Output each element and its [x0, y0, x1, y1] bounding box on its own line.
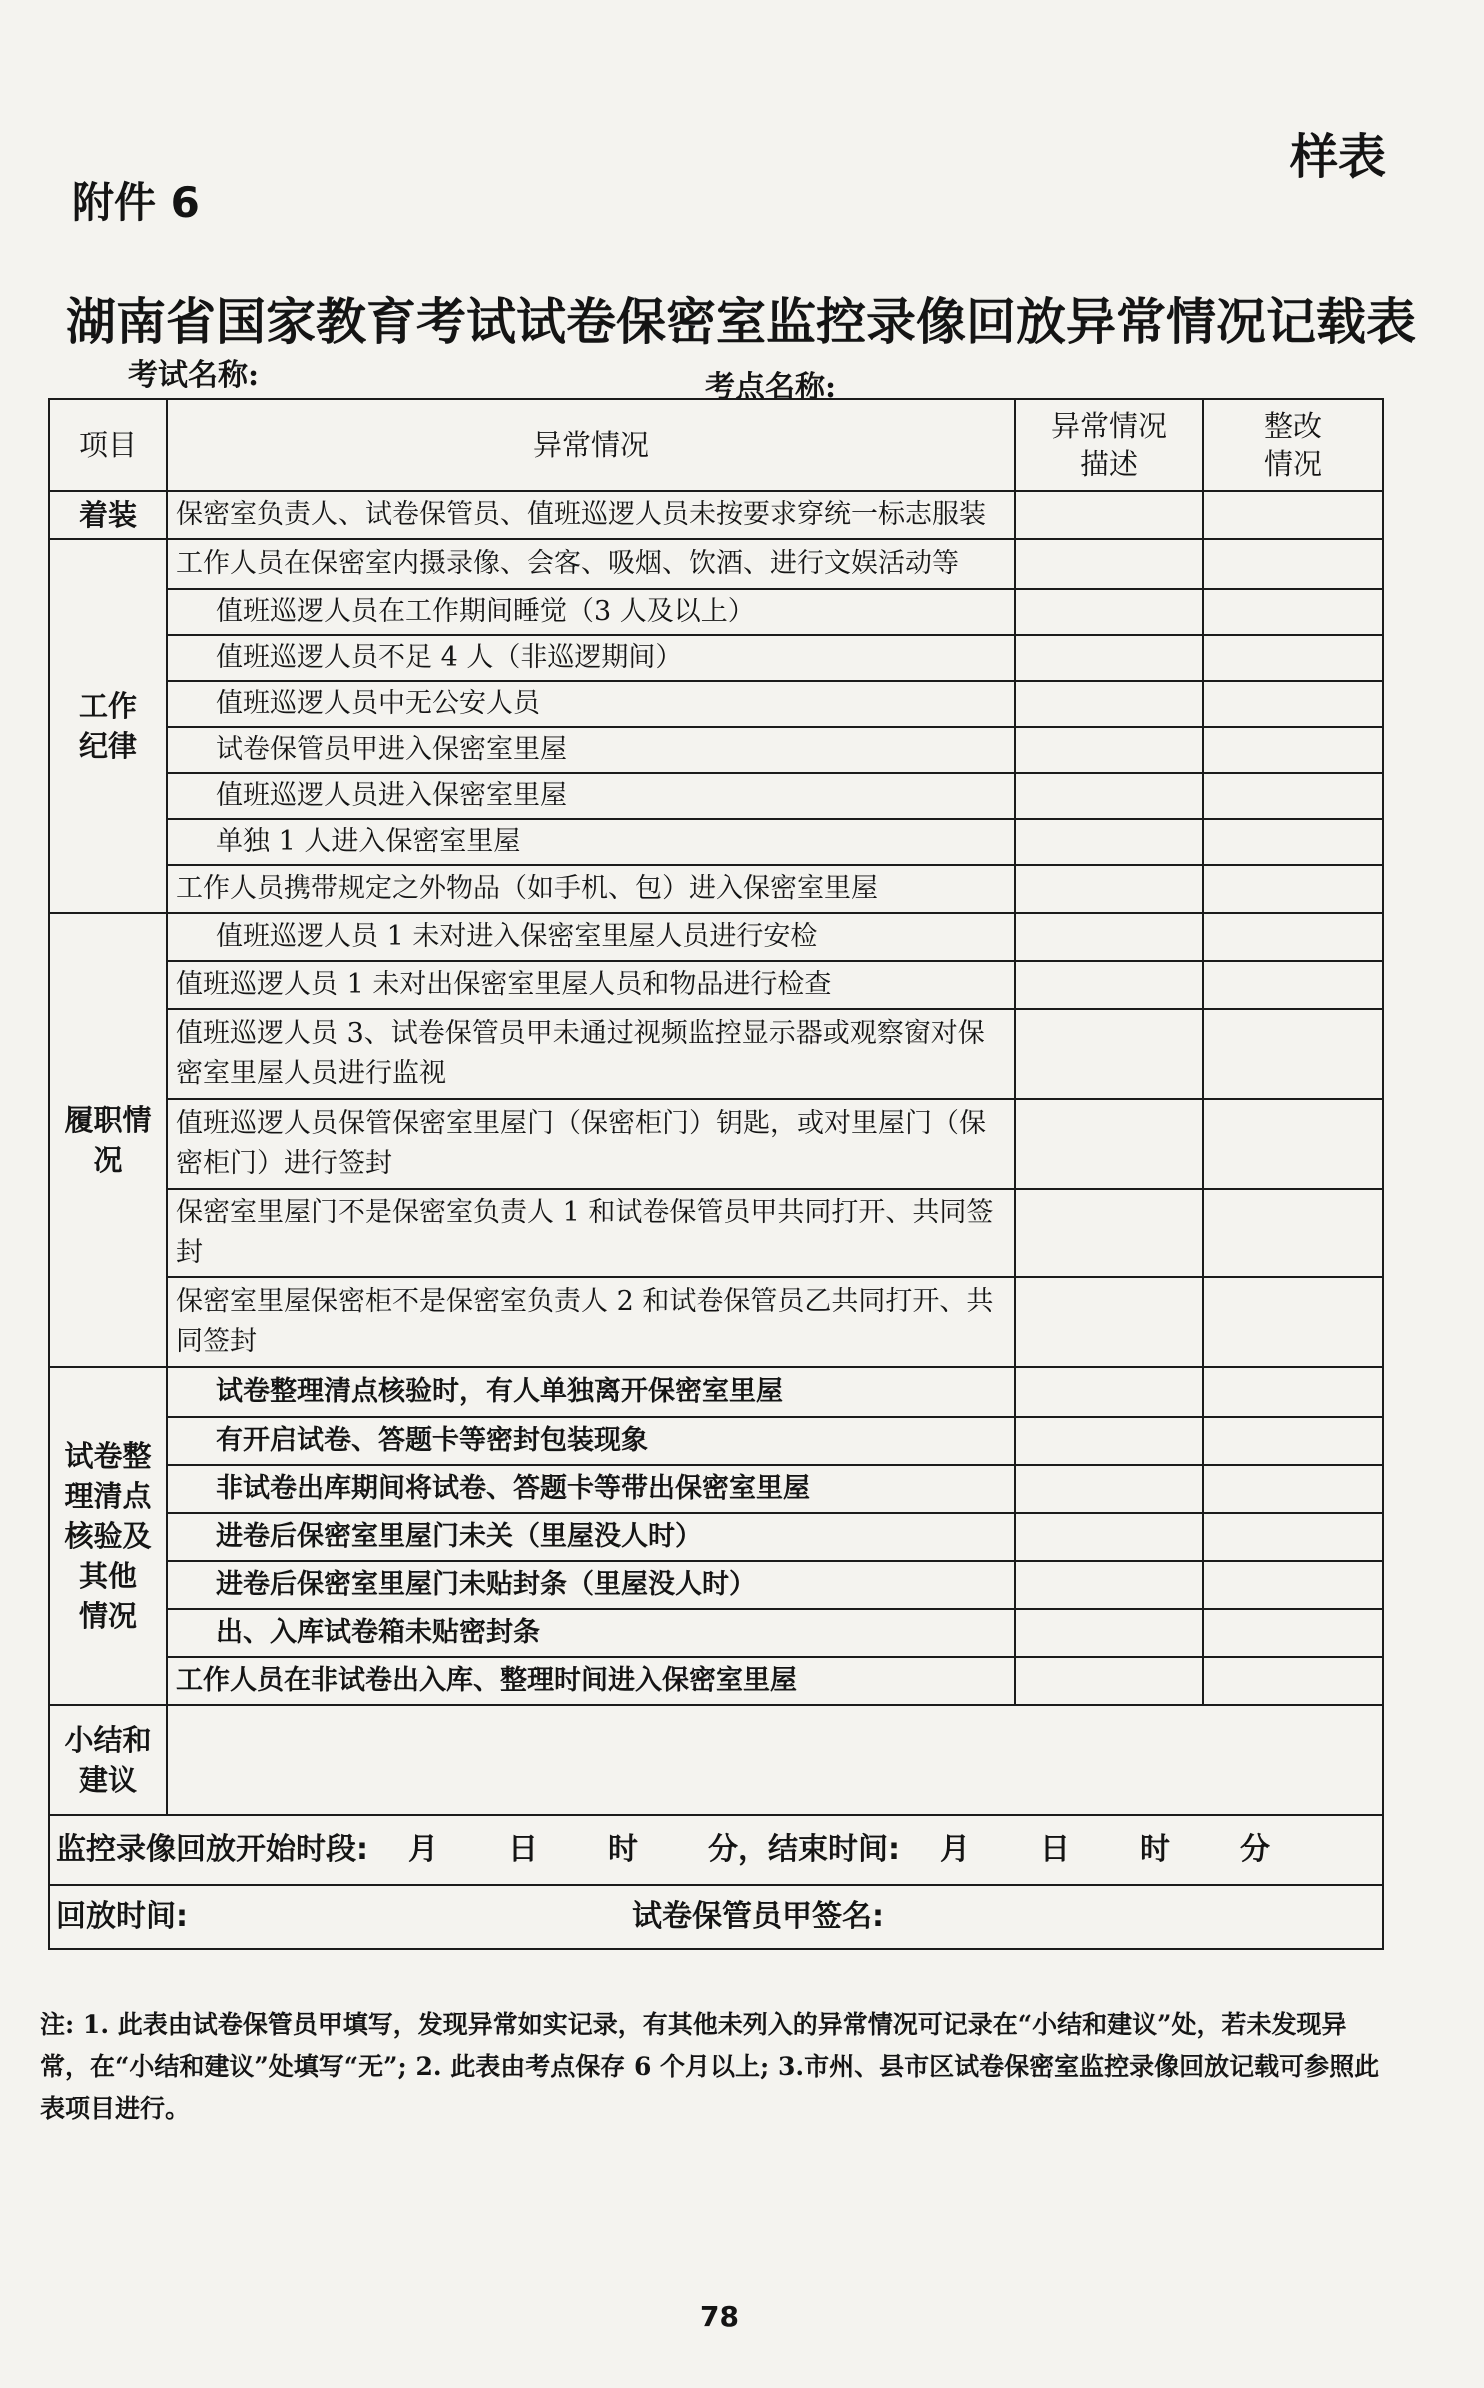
- anomaly-item: 值班巡逻人员在工作期间睡觉（3 人及以上）: [167, 589, 1015, 635]
- anomaly-item: 非试卷出库期间将试卷、答题卡等带出保密室里屋: [167, 1465, 1015, 1513]
- description-cell[interactable]: [1015, 1609, 1203, 1657]
- category-dress: 着装: [49, 491, 167, 539]
- description-cell[interactable]: [1015, 1465, 1203, 1513]
- description-cell[interactable]: [1015, 1561, 1203, 1609]
- description-cell[interactable]: [1015, 819, 1203, 865]
- description-cell[interactable]: [1015, 1417, 1203, 1465]
- anomaly-item: 出、入库试卷箱未贴密封条: [167, 1609, 1015, 1657]
- description-cell[interactable]: [1015, 727, 1203, 773]
- summary-input-area[interactable]: [167, 1705, 1383, 1815]
- anomaly-item: 工作人员在非试卷出入库、整理时间进入保密室里屋: [167, 1657, 1015, 1705]
- anomaly-item: 工作人员在保密室内摄录像、会客、吸烟、饮酒、进行文娱活动等: [167, 539, 1015, 589]
- table-row: [49, 773, 1383, 819]
- rectification-cell[interactable]: [1203, 1189, 1383, 1277]
- start-minute: 分: [708, 1832, 738, 1867]
- anomaly-item: 保密室里屋保密柜不是保密室负责人 2 和试卷保管员乙共同打开、共同签封: [167, 1277, 1015, 1367]
- table-row: [49, 1561, 1383, 1609]
- table-row: [49, 1609, 1383, 1657]
- site-name-label: 考点名称:: [705, 370, 837, 405]
- category-line: 理清点: [64, 1479, 152, 1513]
- footnote: 注: 1. 此表由试卷保管员甲填写，发现异常如实记录，有其他未列入的异常情况可记录在“小结和建议”处，若未发现异常，在“小结和建议”处填写“无”; 2. 此表由考点保存 6 个月以上; 3.市州、县市区试卷保密室监控录像回放记载可参照此表项目进行。: [40, 2010, 1380, 2123]
- anomaly-item: 单独 1 人进入保密室里屋: [167, 819, 1015, 865]
- anomaly-item: 工作人员携带规定之外物品（如手机、包）进入保密室里屋: [167, 865, 1015, 913]
- rectification-cell[interactable]: [1203, 539, 1383, 589]
- table-row: [49, 913, 1383, 961]
- anomaly-item: 值班巡逻人员进入保密室里屋: [167, 773, 1015, 819]
- header-description: [1015, 399, 1203, 491]
- description-cell[interactable]: [1015, 1009, 1203, 1099]
- end-minute: 分: [1240, 1832, 1270, 1867]
- table-row: [49, 1465, 1383, 1513]
- playback-time-label: 回放时间:: [56, 1899, 188, 1934]
- description-cell[interactable]: [1015, 681, 1203, 727]
- description-cell[interactable]: [1015, 1367, 1203, 1417]
- description-cell[interactable]: [1015, 865, 1203, 913]
- table-row: [49, 589, 1383, 635]
- table-row: [49, 635, 1383, 681]
- table-row: [49, 1189, 1383, 1277]
- anomaly-item: 值班巡逻人员中无公安人员: [167, 681, 1015, 727]
- playback-period-cell[interactable]: [49, 1815, 1383, 1885]
- rectification-cell[interactable]: [1203, 913, 1383, 961]
- description-cell[interactable]: [1015, 1189, 1203, 1277]
- table-row: [49, 1417, 1383, 1465]
- table-row: [49, 491, 1383, 539]
- table-row: [49, 539, 1383, 589]
- description-cell[interactable]: [1015, 539, 1203, 589]
- page-number: 78: [700, 2300, 739, 2333]
- rectification-cell[interactable]: [1203, 1009, 1383, 1099]
- category-line: 其他: [78, 1559, 137, 1593]
- category-line: 情况: [78, 1599, 137, 1633]
- category-line: 纪律: [78, 729, 137, 763]
- rectification-cell[interactable]: [1203, 727, 1383, 773]
- anomaly-item: 保密室里屋门不是保密室负责人 1 和试卷保管员甲共同打开、共同签封: [167, 1189, 1015, 1277]
- description-cell[interactable]: [1015, 589, 1203, 635]
- rectification-cell[interactable]: [1203, 1513, 1383, 1561]
- start-month: 月: [408, 1832, 438, 1867]
- table-row: [49, 1513, 1383, 1561]
- category-paper-check-other: [49, 1367, 167, 1705]
- playback-signature-cell[interactable]: [49, 1885, 1383, 1949]
- playback-start-label: 监控录像回放开始时段:: [56, 1832, 368, 1867]
- table-row: [49, 1367, 1383, 1417]
- header-anomaly: 异常情况: [167, 399, 1015, 491]
- rectification-cell[interactable]: [1203, 865, 1383, 913]
- rectification-cell[interactable]: [1203, 1099, 1383, 1189]
- description-cell[interactable]: [1015, 961, 1203, 1009]
- end-month: 月: [940, 1832, 970, 1867]
- anomaly-record-table: [48, 398, 1384, 1950]
- header-fix-line2: 情况: [1263, 447, 1322, 481]
- table-row: [49, 1099, 1383, 1189]
- start-hour: 时: [608, 1832, 638, 1867]
- table-row: [49, 1277, 1383, 1367]
- category-line: 建议: [78, 1763, 137, 1797]
- description-cell[interactable]: [1015, 1277, 1203, 1367]
- table-row: [49, 1009, 1383, 1099]
- category-summary: [49, 1705, 167, 1815]
- header-desc-line2: 描述: [1079, 447, 1138, 481]
- exam-name-label: 考试名称:: [128, 358, 260, 393]
- description-cell[interactable]: [1015, 773, 1203, 819]
- table-row: [49, 727, 1383, 773]
- description-cell[interactable]: [1015, 1099, 1203, 1189]
- playback-signature-row: [49, 1885, 1383, 1949]
- header-rectification: [1203, 399, 1383, 491]
- end-day: 日: [1040, 1832, 1070, 1867]
- anomaly-item: 进卷后保密室里屋门未贴封条（里屋没人时）: [167, 1561, 1015, 1609]
- rectification-cell[interactable]: [1203, 961, 1383, 1009]
- category-duty-performance: [49, 913, 167, 1367]
- rectification-cell[interactable]: [1203, 1657, 1383, 1705]
- category-line: 履职情: [64, 1103, 152, 1137]
- anomaly-item: 试卷保管员甲进入保密室里屋: [167, 727, 1015, 773]
- rectification-cell[interactable]: [1203, 819, 1383, 865]
- anomaly-item: 保密室负责人、试卷保管员、值班巡逻人员未按要求穿统一标志服装: [167, 491, 1015, 539]
- table-row: [49, 819, 1383, 865]
- category-work-discipline: [49, 539, 167, 913]
- category-line: 况: [93, 1143, 123, 1177]
- signature-label: 试卷保管员甲签名:: [632, 1899, 884, 1934]
- table-row: [49, 681, 1383, 727]
- table-row: [49, 865, 1383, 913]
- anomaly-item: 值班巡逻人员 1 未对进入保密室里屋人员进行安检: [167, 913, 1015, 961]
- rectification-cell[interactable]: [1203, 773, 1383, 819]
- playback-period-row: [49, 1815, 1383, 1885]
- end-hour: 时: [1140, 1832, 1170, 1867]
- table-row: [49, 1657, 1383, 1705]
- anomaly-item: 进卷后保密室里屋门未关（里屋没人时）: [167, 1513, 1015, 1561]
- header-fix-line1: 整改: [1263, 409, 1322, 443]
- rectification-cell[interactable]: [1203, 1465, 1383, 1513]
- anomaly-item: 值班巡逻人员 3、试卷保管员甲未通过视频监控显示器或观察窗对保密室里屋人员进行监视: [167, 1009, 1015, 1099]
- description-cell[interactable]: [1015, 913, 1203, 961]
- category-line: 核验及: [64, 1519, 152, 1553]
- description-cell[interactable]: [1015, 1657, 1203, 1705]
- anomaly-item: 值班巡逻人员保管保密室里屋门（保密柜门）钥匙，或对里屋门（保密柜门）进行签封: [167, 1099, 1015, 1189]
- rectification-cell[interactable]: [1203, 491, 1383, 539]
- end-time-label: ，结束时间:: [738, 1832, 900, 1867]
- header-item: 项目: [49, 399, 167, 491]
- rectification-cell[interactable]: [1203, 1561, 1383, 1609]
- start-day: 日: [508, 1832, 538, 1867]
- description-cell[interactable]: [1015, 635, 1203, 681]
- anomaly-item: 试卷整理清点核验时，有人单独离开保密室里屋: [167, 1367, 1015, 1417]
- rectification-cell[interactable]: [1203, 1417, 1383, 1465]
- category-line: 工作: [78, 689, 137, 723]
- anomaly-item: 值班巡逻人员不足 4 人（非巡逻期间）: [167, 635, 1015, 681]
- header-desc-line1: 异常情况: [1050, 409, 1167, 443]
- anomaly-item: 有开启试卷、答题卡等密封包装现象: [167, 1417, 1015, 1465]
- rectification-cell[interactable]: [1203, 635, 1383, 681]
- rectification-cell[interactable]: [1203, 681, 1383, 727]
- table-row: [49, 1705, 1383, 1815]
- description-cell[interactable]: [1015, 1513, 1203, 1561]
- rectification-cell[interactable]: [1203, 1277, 1383, 1367]
- sample-label: 样表: [1290, 129, 1387, 185]
- attachment-label: 附件 6: [72, 178, 200, 227]
- rectification-cell[interactable]: [1203, 1367, 1383, 1417]
- rectification-cell[interactable]: [1203, 1609, 1383, 1657]
- category-line: 小结和: [64, 1723, 152, 1757]
- rectification-cell[interactable]: [1203, 589, 1383, 635]
- anomaly-item: 值班巡逻人员 1 未对出保密室里屋人员和物品进行检查: [167, 961, 1015, 1009]
- table-header-row: [49, 399, 1383, 491]
- description-cell[interactable]: [1015, 491, 1203, 539]
- table-row: [49, 961, 1383, 1009]
- document-title: 湖南省国家教育考试试卷保密室监控录像回放异常情况记载表: [66, 293, 1416, 351]
- category-line: 试卷整: [64, 1439, 152, 1473]
